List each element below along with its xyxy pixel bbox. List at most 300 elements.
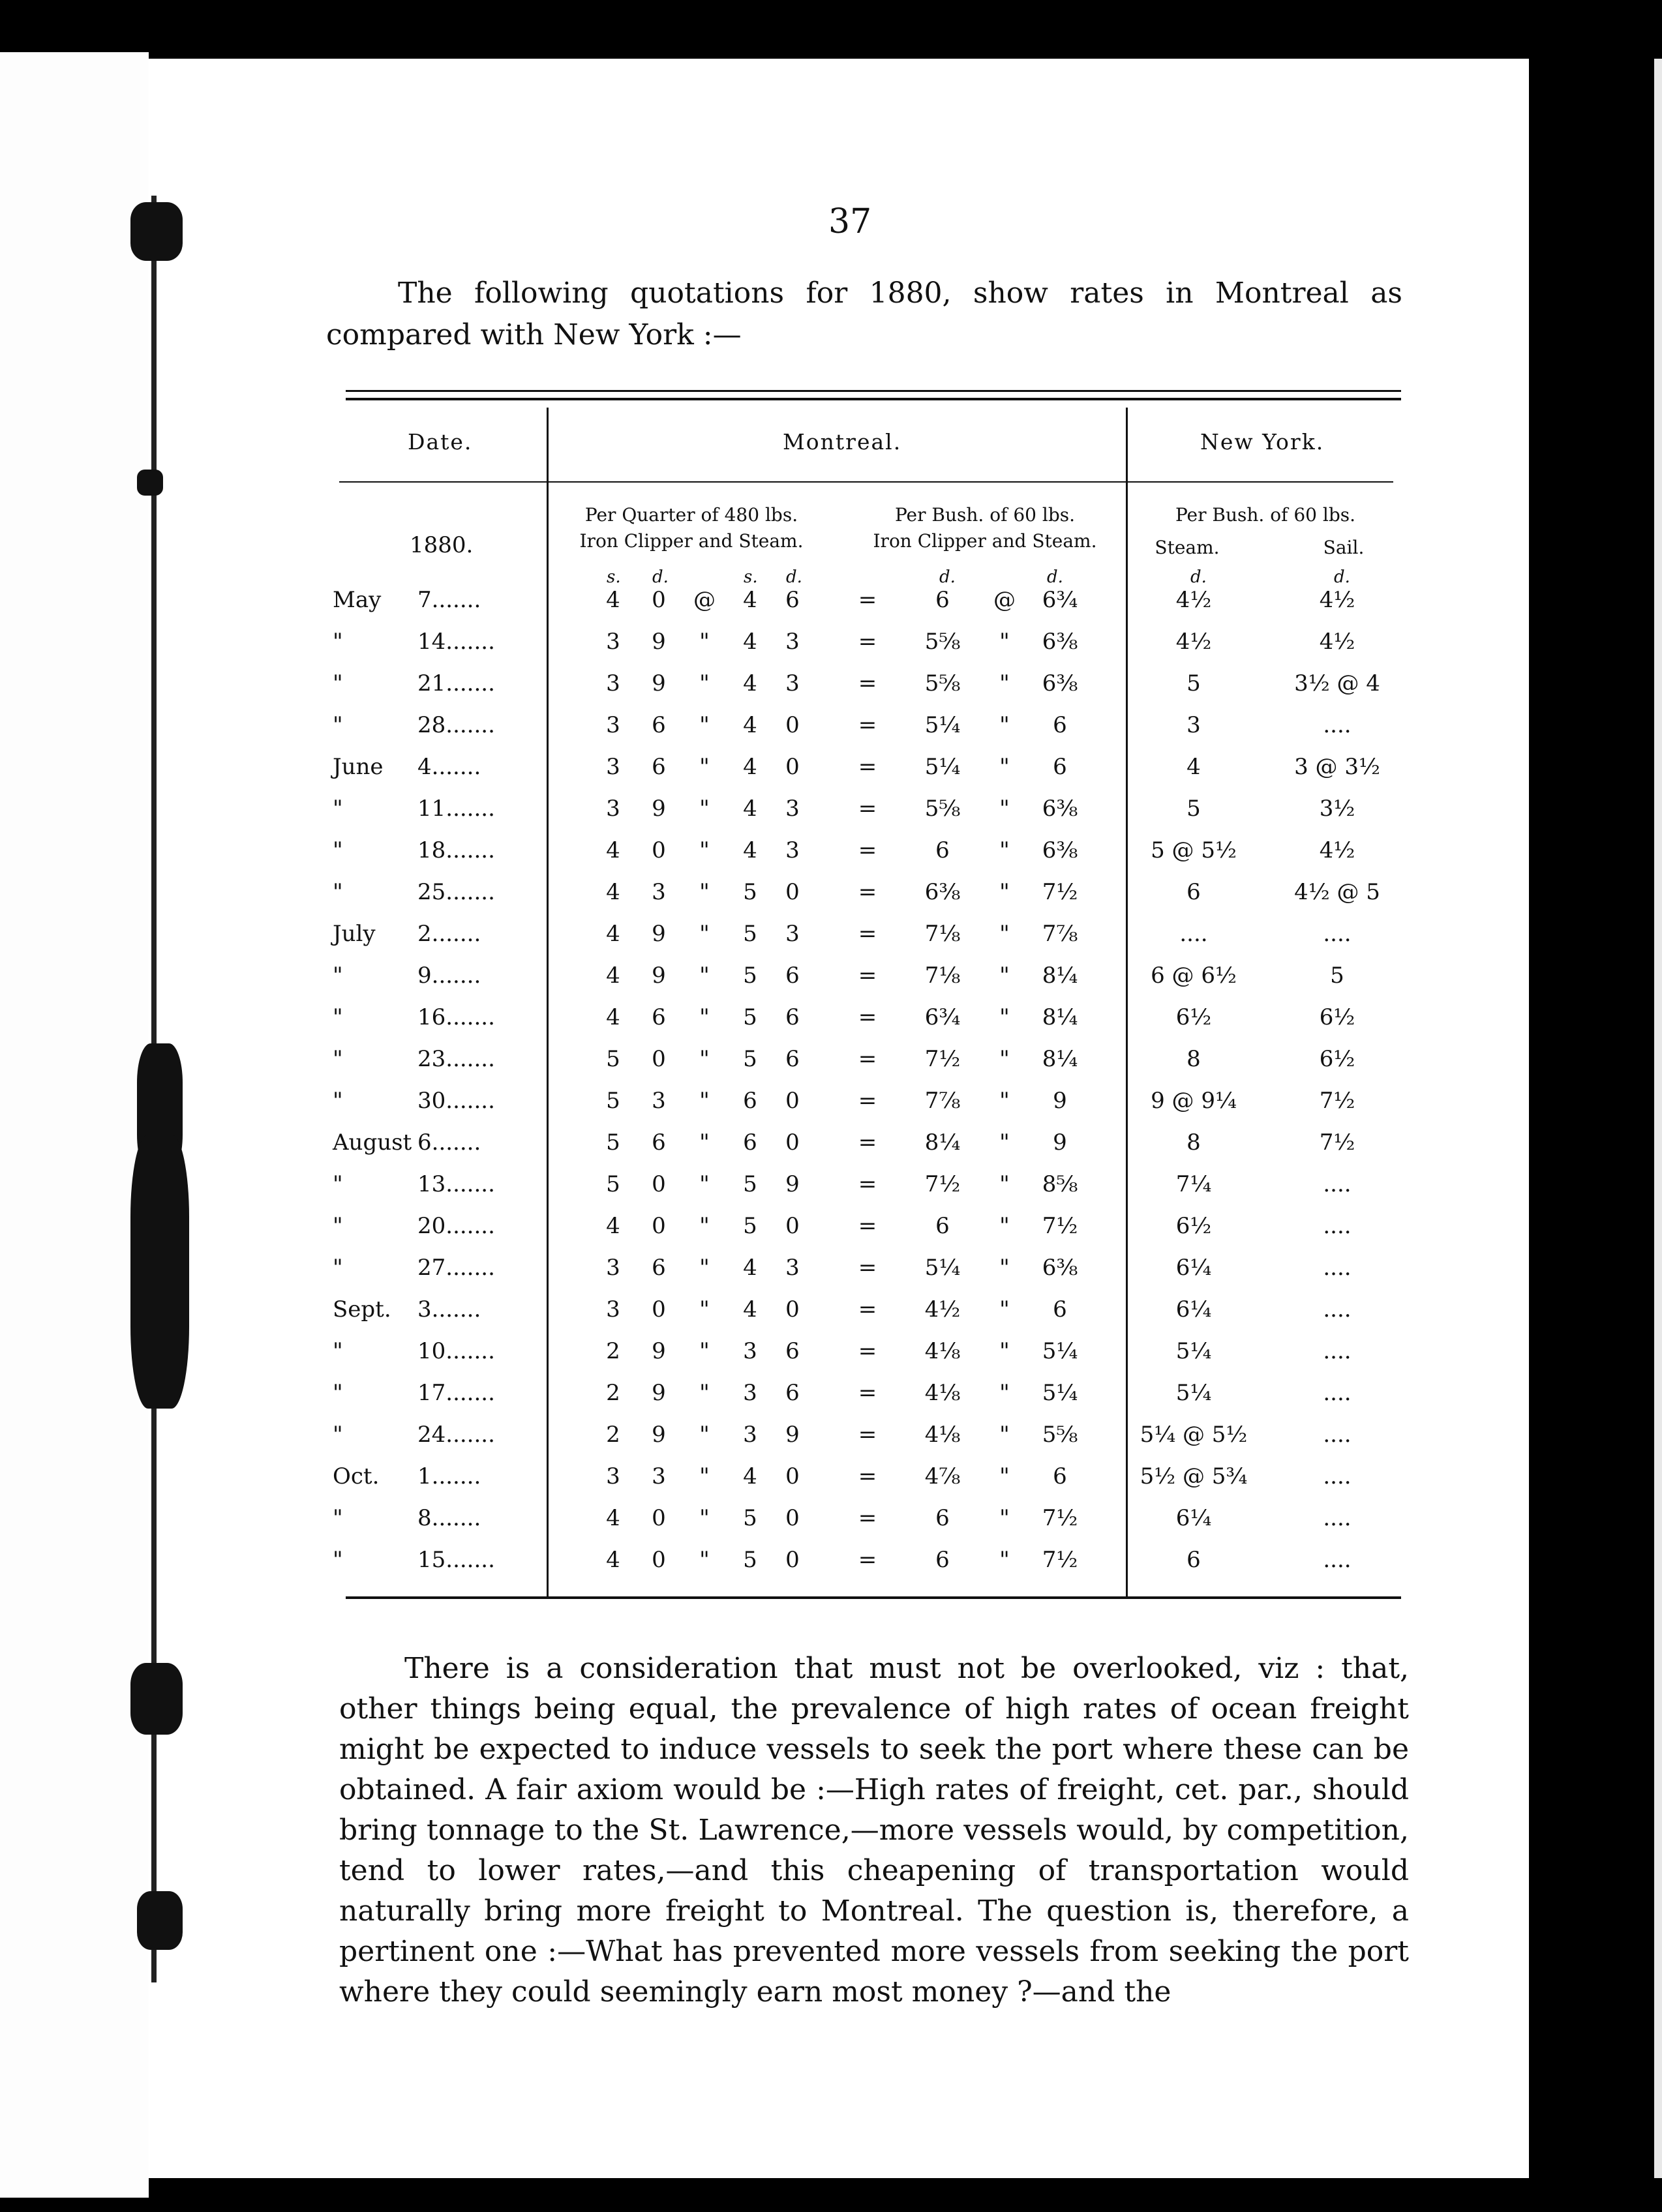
cell-eq: = [858, 754, 877, 780]
cell-d1: 0 [652, 587, 666, 613]
cell-at: " [699, 1422, 710, 1448]
cell-sail: .... [1323, 1338, 1352, 1364]
cell-month: June [333, 754, 384, 780]
date-header: Date. [408, 429, 473, 455]
cell-month: " [333, 1213, 343, 1239]
cell-b2: 8¼ [1042, 963, 1078, 989]
cell-b2: 6 [1053, 1296, 1067, 1323]
cell-d2: 0 [785, 1505, 800, 1531]
cell-month: " [333, 837, 343, 863]
cell-eq: = [858, 1422, 877, 1448]
cell-at: " [699, 1338, 710, 1364]
cell-b2: 9 [1053, 1088, 1067, 1114]
cell-at: " [699, 1129, 710, 1156]
cell-d1: 0 [652, 1547, 666, 1573]
cell-day: 8....... [417, 1505, 481, 1531]
cell-d2: 0 [785, 1547, 800, 1573]
cell-eq: = [858, 1004, 877, 1030]
cell-month: " [333, 1338, 343, 1364]
cell-d2: 3 [785, 629, 800, 655]
cell-steam: 5¼ @ 5½ [1140, 1422, 1248, 1448]
cell-d2: 0 [785, 1129, 800, 1156]
cell-d1: 3 [652, 1463, 666, 1489]
cell-at2: " [999, 1088, 1010, 1114]
cell-at2: " [999, 837, 1010, 863]
table-row [0, 837, 1662, 879]
cell-s1: 3 [606, 629, 620, 655]
cell-eq: = [858, 1547, 877, 1573]
cell-s2: 3 [743, 1422, 757, 1448]
table-row [0, 796, 1662, 837]
cell-d1: 6 [652, 754, 666, 780]
cell-at: " [699, 629, 710, 655]
cell-s1: 5 [606, 1046, 620, 1072]
cell-s2: 5 [743, 963, 757, 989]
cell-day: 11....... [417, 796, 495, 822]
cell-d2: 6 [785, 1338, 800, 1364]
cell-s1: 3 [606, 712, 620, 738]
cell-steam: 8 [1186, 1129, 1201, 1156]
cell-day: 18....... [417, 837, 495, 863]
cell-eq: = [858, 1255, 877, 1281]
cell-d2: 6 [785, 963, 800, 989]
cell-month: " [333, 1171, 343, 1197]
cell-at: " [699, 1547, 710, 1573]
cell-eq: = [858, 670, 877, 696]
intro-paragraph [326, 273, 1402, 356]
cell-s2: 4 [743, 587, 757, 613]
cell-s1: 3 [606, 670, 620, 696]
cell-steam: 6½ [1175, 1213, 1212, 1239]
cell-eq: = [858, 963, 877, 989]
cell-d1: 9 [652, 1422, 666, 1448]
cell-s2: 5 [743, 1547, 757, 1573]
cell-d1: 9 [652, 1338, 666, 1364]
cell-day: 17....... [417, 1380, 495, 1406]
cell-at: " [699, 1088, 710, 1114]
cell-s1: 5 [606, 1129, 620, 1156]
table-row [0, 587, 1662, 629]
cell-s2: 5 [743, 1213, 757, 1239]
cell-sail: 6½ [1319, 1046, 1355, 1072]
cell-at2: " [999, 1380, 1010, 1406]
cell-day: 1....... [417, 1463, 481, 1489]
cell-d1: 0 [652, 1046, 666, 1072]
cell-month: August [333, 1129, 412, 1156]
bush-subheader-1: Per Bush. of 60 lbs. [894, 504, 1076, 526]
cell-b1: 6¾ [924, 1004, 961, 1030]
cell-s1: 3 [606, 754, 620, 780]
unit-s-1: s. [607, 567, 621, 587]
cell-steam: 3 [1186, 712, 1201, 738]
cell-at: " [699, 1171, 710, 1197]
cell-month: " [333, 1004, 343, 1030]
cell-s2: 3 [743, 1380, 757, 1406]
cell-eq: = [858, 1088, 877, 1114]
cell-b1: 5¼ [924, 712, 961, 738]
cell-d1: 3 [652, 1088, 666, 1114]
cell-steam: 5¼ [1175, 1338, 1212, 1364]
cell-steam: .... [1179, 921, 1208, 947]
cell-d2: 9 [785, 1171, 800, 1197]
cell-s2: 4 [743, 754, 757, 780]
cell-d1: 9 [652, 670, 666, 696]
cell-d1: 9 [652, 1380, 666, 1406]
cell-day: 7....... [417, 587, 481, 613]
cell-sail: 3½ [1319, 796, 1355, 822]
cell-b1: 4⅛ [924, 1422, 961, 1448]
cell-b2: 8¼ [1042, 1004, 1078, 1030]
cell-month: " [333, 1505, 343, 1531]
table-row [0, 1547, 1662, 1589]
cell-day: 3....... [417, 1296, 481, 1323]
cell-b2: 7⅞ [1042, 921, 1078, 947]
cell-day: 27....... [417, 1255, 495, 1281]
table-row [0, 1046, 1662, 1088]
cell-at2: " [999, 1338, 1010, 1364]
cell-s1: 3 [606, 1463, 620, 1489]
cell-s1: 4 [606, 921, 620, 947]
intro-text: The following quotations for 1880, show rates in Montreal as compared with New York :— [326, 276, 1402, 351]
cell-s1: 2 [606, 1338, 620, 1364]
cell-b2: 6⅜ [1042, 796, 1078, 822]
cell-d1: 0 [652, 1171, 666, 1197]
cell-d2: 0 [785, 1463, 800, 1489]
table-row [0, 963, 1662, 1004]
cell-eq: = [858, 1380, 877, 1406]
cell-eq: = [858, 629, 877, 655]
cell-steam: 5 [1186, 796, 1201, 822]
cell-at2: " [999, 1296, 1010, 1323]
cell-month: May [333, 587, 382, 613]
cell-eq: = [858, 587, 877, 613]
cell-s2: 5 [743, 879, 757, 905]
cell-b2: 8¼ [1042, 1046, 1078, 1072]
cell-eq: = [858, 1296, 877, 1323]
page-number: 37 [828, 202, 872, 241]
cell-sail: .... [1323, 921, 1352, 947]
cell-month: " [333, 670, 343, 696]
cell-d1: 9 [652, 963, 666, 989]
quarter-subheader [561, 502, 822, 554]
cell-at2: " [999, 1171, 1010, 1197]
cell-day: 15....... [417, 1547, 495, 1573]
cell-sail: .... [1323, 1547, 1352, 1573]
sail-subheader: Sail. [1323, 537, 1365, 558]
cell-steam: 6½ [1175, 1004, 1212, 1030]
ny-subheader: Per Bush. of 60 lbs. [1175, 504, 1356, 526]
cell-steam: 4 [1186, 754, 1201, 780]
cell-day: 30....... [417, 1088, 495, 1114]
body-paragraph [339, 1649, 1409, 2012]
cell-eq: = [858, 837, 877, 863]
cell-month: " [333, 1422, 343, 1448]
cell-s1: 4 [606, 879, 620, 905]
unit-d-4: d. [1047, 567, 1063, 587]
unit-d-2: d. [786, 567, 802, 587]
table-row [0, 1171, 1662, 1213]
cell-b1: 7½ [924, 1046, 961, 1072]
cell-s1: 2 [606, 1422, 620, 1448]
cell-b2: 6⅜ [1042, 1255, 1078, 1281]
cell-at: " [699, 837, 710, 863]
year-label: 1880. [410, 532, 474, 558]
unit-d-1: d. [652, 567, 669, 587]
cell-d2: 3 [785, 837, 800, 863]
cell-s2: 4 [743, 670, 757, 696]
cell-day: 25....... [417, 879, 495, 905]
cell-at2: " [999, 712, 1010, 738]
table-row [0, 1004, 1662, 1046]
cell-at: " [699, 796, 710, 822]
cell-b2: 5⅝ [1042, 1422, 1078, 1448]
cell-day: 13....... [417, 1171, 495, 1197]
cell-s2: 5 [743, 1171, 757, 1197]
bush-subheader-2: Iron Clipper and Steam. [873, 530, 1097, 552]
table-row [0, 1088, 1662, 1129]
cell-day: 9....... [417, 963, 481, 989]
cell-steam: 5 @ 5½ [1151, 837, 1237, 863]
cell-d2: 6 [785, 587, 800, 613]
quarter-subheader-2: Iron Clipper and Steam. [579, 530, 804, 552]
cell-sail: 3 @ 3½ [1294, 754, 1380, 780]
cell-b1: 4⅛ [924, 1338, 961, 1364]
cell-b1: 6 [935, 1213, 950, 1239]
cell-day: 20....... [417, 1213, 495, 1239]
cell-month: " [333, 1547, 343, 1573]
cell-day: 28....... [417, 712, 495, 738]
cell-steam: 4½ [1175, 587, 1212, 613]
cell-s2: 4 [743, 712, 757, 738]
cell-s1: 3 [606, 1255, 620, 1281]
cell-d1: 9 [652, 796, 666, 822]
cell-eq: = [858, 1046, 877, 1072]
cell-month: " [333, 629, 343, 655]
cell-at2: " [999, 1422, 1010, 1448]
cell-eq: = [858, 1129, 877, 1156]
cell-b2: 5¼ [1042, 1338, 1078, 1364]
cell-at: " [699, 754, 710, 780]
cell-day: 6....... [417, 1129, 481, 1156]
cell-day: 2....... [417, 921, 481, 947]
cell-s2: 5 [743, 1004, 757, 1030]
unit-s-2: s. [744, 567, 758, 587]
cell-at: " [699, 712, 710, 738]
cell-day: 4....... [417, 754, 481, 780]
cell-s2: 4 [743, 1296, 757, 1323]
cell-at: " [699, 1046, 710, 1072]
cell-month: " [333, 796, 343, 822]
cell-s2: 4 [743, 837, 757, 863]
cell-month: " [333, 1088, 343, 1114]
cell-s2: 4 [743, 1255, 757, 1281]
cell-s2: 6 [743, 1129, 757, 1156]
cell-steam: 8 [1186, 1046, 1201, 1072]
date-header-rule [339, 481, 547, 483]
cell-at: @ [693, 587, 716, 613]
cell-b2: 7½ [1042, 879, 1078, 905]
cell-b1: 6 [935, 1505, 950, 1531]
cell-sail: .... [1323, 1380, 1352, 1406]
cell-s2: 6 [743, 1088, 757, 1114]
unit-d-6: d. [1334, 567, 1350, 587]
cell-sail: 3½ @ 4 [1294, 670, 1380, 696]
cell-s1: 4 [606, 1004, 620, 1030]
cell-d1: 0 [652, 1296, 666, 1323]
cell-at: " [699, 1213, 710, 1239]
cell-at: " [699, 1380, 710, 1406]
cell-b2: 5¼ [1042, 1380, 1078, 1406]
cell-d2: 9 [785, 1422, 800, 1448]
cell-d2: 0 [785, 712, 800, 738]
montreal-header-rule [548, 481, 1126, 483]
cell-day: 24....... [417, 1422, 495, 1448]
cell-d2: 3 [785, 670, 800, 696]
cell-d2: 6 [785, 1380, 800, 1406]
cell-eq: = [858, 921, 877, 947]
cell-b1: 6⅜ [924, 879, 961, 905]
cell-b2: 6⅜ [1042, 837, 1078, 863]
cell-d2: 3 [785, 1255, 800, 1281]
cell-b1: 6 [935, 587, 950, 613]
cell-d2: 6 [785, 1004, 800, 1030]
cell-steam: 5 [1186, 670, 1201, 696]
cell-eq: = [858, 1463, 877, 1489]
cell-d2: 6 [785, 1046, 800, 1072]
cell-b1: 7½ [924, 1171, 961, 1197]
cell-d2: 0 [785, 1296, 800, 1323]
cell-sail: .... [1323, 1422, 1352, 1448]
cell-month: " [333, 963, 343, 989]
table-row [0, 1129, 1662, 1171]
cell-steam: 9 @ 9¼ [1151, 1088, 1237, 1114]
cell-b2: 6⅜ [1042, 629, 1078, 655]
cell-steam: 7¼ [1175, 1171, 1212, 1197]
cell-steam: 6 [1186, 1547, 1201, 1573]
cell-sail: 7½ [1319, 1088, 1355, 1114]
bush-subheader [854, 502, 1115, 554]
cell-at2: " [999, 1046, 1010, 1072]
cell-day: 10....... [417, 1338, 495, 1364]
cell-d2: 0 [785, 1213, 800, 1239]
cell-eq: = [858, 1171, 877, 1197]
cell-s1: 4 [606, 1547, 620, 1573]
cell-at2: " [999, 1129, 1010, 1156]
steam-subheader: Steam. [1155, 537, 1220, 558]
cell-at2: " [999, 921, 1010, 947]
table-row [0, 1422, 1662, 1463]
montreal-header: Montreal. [783, 429, 902, 455]
cell-at: " [699, 963, 710, 989]
cell-eq: = [858, 1213, 877, 1239]
cell-b1: 5⅝ [924, 670, 961, 696]
cell-s1: 3 [606, 796, 620, 822]
cell-d1: 6 [652, 712, 666, 738]
cell-at2: " [999, 963, 1010, 989]
cell-s1: 4 [606, 1213, 620, 1239]
table-row [0, 1338, 1662, 1380]
cell-day: 21....... [417, 670, 495, 696]
cell-sail: 4½ [1319, 587, 1355, 613]
cell-b1: 5⅝ [924, 796, 961, 822]
cell-sail: 4½ @ 5 [1294, 879, 1380, 905]
cell-s1: 4 [606, 963, 620, 989]
cell-steam: 5½ @ 5¾ [1140, 1463, 1248, 1489]
cell-at2: " [999, 754, 1010, 780]
cell-d2: 0 [785, 754, 800, 780]
body-text: There is a consideration that must not be overlooked, viz : that, other things being equal, the prevalence of high rates of ocean freight might be expected to induce vessels to seek the port where these can be obtained. A fair axiom would be :—High rates of freight, cet. par., should bring tonnage to the St. Lawrence,—more vessels would, by competition, tend to lower rates,—and this cheapening of transportation would naturally bring more freight to Montreal. The question is, therefore, a pertinent one :—What has prevented more vessels from seeking the port where they could seemingly earn most money ?—and the [339, 1652, 1409, 2009]
cell-sail: .... [1323, 1296, 1352, 1323]
cell-at2: " [999, 1213, 1010, 1239]
table-row [0, 921, 1662, 963]
cell-d2: 0 [785, 1088, 800, 1114]
cell-s2: 4 [743, 1463, 757, 1489]
cell-sail: .... [1323, 1505, 1352, 1531]
cell-d2: 3 [785, 796, 800, 822]
cell-s2: 5 [743, 1046, 757, 1072]
cell-b2: 6⅜ [1042, 670, 1078, 696]
cell-at2: " [999, 1004, 1010, 1030]
cell-sail: .... [1323, 1255, 1352, 1281]
unit-d-5: d. [1190, 567, 1207, 587]
cell-d1: 9 [652, 921, 666, 947]
cell-d1: 3 [652, 879, 666, 905]
cell-s1: 3 [606, 1296, 620, 1323]
table-bottom-rule [346, 1596, 1401, 1599]
cell-steam: 6 @ 6½ [1151, 963, 1237, 989]
cell-at2: " [999, 796, 1010, 822]
cell-b2: 9 [1053, 1129, 1067, 1156]
cell-month: " [333, 1380, 343, 1406]
cell-b1: 5¼ [924, 754, 961, 780]
cell-steam: 6 [1186, 879, 1201, 905]
cell-day: 14....... [417, 629, 495, 655]
cell-at2: @ [993, 587, 1016, 613]
cell-b1: 4½ [924, 1296, 961, 1323]
table-top-rule [346, 390, 1401, 392]
cell-d1: 9 [652, 629, 666, 655]
cell-steam: 6¼ [1175, 1505, 1212, 1531]
cell-at: " [699, 1505, 710, 1531]
table-row [0, 1505, 1662, 1547]
cell-steam: 5¼ [1175, 1380, 1212, 1406]
cell-sail: .... [1323, 1171, 1352, 1197]
cell-s2: 3 [743, 1338, 757, 1364]
cell-s1: 4 [606, 587, 620, 613]
cell-b1: 6 [935, 837, 950, 863]
cell-b1: 8¼ [924, 1129, 961, 1156]
cell-s1: 5 [606, 1088, 620, 1114]
cell-at: " [699, 879, 710, 905]
cell-d2: 0 [785, 879, 800, 905]
cell-month: " [333, 1255, 343, 1281]
cell-sail: 7½ [1319, 1129, 1355, 1156]
cell-b1: 5¼ [924, 1255, 961, 1281]
cell-at2: " [999, 1547, 1010, 1573]
newyork-header: New York. [1200, 429, 1325, 455]
cell-month: July [333, 921, 376, 947]
cell-d2: 3 [785, 921, 800, 947]
newyork-header-rule [1127, 481, 1393, 483]
cell-d1: 0 [652, 1213, 666, 1239]
cell-b1: 4⅛ [924, 1380, 961, 1406]
cell-at: " [699, 1004, 710, 1030]
cell-day: 23....... [417, 1046, 495, 1072]
cell-sail: 4½ [1319, 837, 1355, 863]
cell-d1: 0 [652, 837, 666, 863]
cell-month: " [333, 1046, 343, 1072]
cell-at: " [699, 921, 710, 947]
